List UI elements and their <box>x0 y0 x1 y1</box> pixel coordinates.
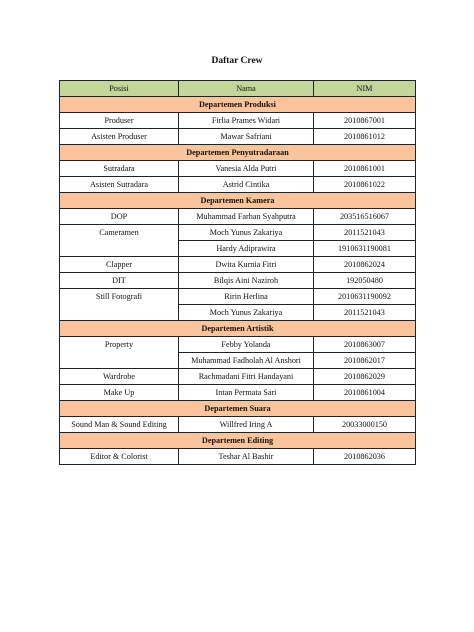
cell-nim: 2010861004 <box>314 385 416 401</box>
cell-posisi: Cameramen <box>60 225 179 257</box>
cell-nim: 2010861022 <box>314 177 416 193</box>
department-row <box>60 321 416 337</box>
department-name: Departemen Suara <box>60 401 416 417</box>
cell-nim: 2010631190092 <box>314 289 416 305</box>
cell-posisi: Still Fotografi <box>60 289 179 321</box>
cell-nama: Astrid Cintika <box>179 177 314 193</box>
cell-nama: Rachmadani Fitri Handayani <box>179 369 314 385</box>
cell-nama: Mawar Safriani <box>179 129 314 145</box>
table-row <box>60 161 416 177</box>
cell-nim: 20033000150 <box>314 417 416 433</box>
cell-posisi: Property <box>60 337 179 369</box>
table-row <box>60 369 416 385</box>
cell-nama: Muhammad Fadholah Al Anshori <box>179 353 314 369</box>
cell-nama: Hardy Adiprawira <box>179 241 314 257</box>
department-name: Departemen Produksi <box>60 97 416 113</box>
cell-nama: Vanesia Alda Putri <box>179 161 314 177</box>
crew-table-body <box>60 97 416 465</box>
cell-posisi: Clapper <box>60 257 179 273</box>
cell-nim: 2010863007 <box>314 337 416 353</box>
department-name: Departemen Artistik <box>60 321 416 337</box>
table-row <box>60 449 416 465</box>
department-row <box>60 433 416 449</box>
cell-posisi: Asisten Sutradara <box>60 177 179 193</box>
cell-nim: 203516516067 <box>314 209 416 225</box>
cell-posisi: Asisten Produser <box>60 129 179 145</box>
header-nim: NIM <box>314 81 416 97</box>
cell-posisi: Sound Man & Sound Editing <box>60 417 179 433</box>
table-row <box>60 225 416 241</box>
cell-nama: Intan Permata Sari <box>179 385 314 401</box>
table-row <box>60 289 416 305</box>
department-name: Departemen Penyutradaraan <box>60 145 416 161</box>
cell-posisi: Sutradara <box>60 161 179 177</box>
header-nama: Nama <box>179 81 314 97</box>
header-posisi: Posisi <box>60 81 179 97</box>
department-row <box>60 193 416 209</box>
table-row <box>60 209 416 225</box>
department-row <box>60 97 416 113</box>
cell-nim: 2010861001 <box>314 161 416 177</box>
table-row <box>60 257 416 273</box>
table-row <box>60 129 416 145</box>
header-row <box>60 81 416 97</box>
cell-nim: 2011521043 <box>314 305 416 321</box>
cell-nim: 2010862024 <box>314 257 416 273</box>
table-row <box>60 113 416 129</box>
table-row <box>60 177 416 193</box>
cell-nama: Bilqis Aini Naziroh <box>179 273 314 289</box>
table-row <box>60 385 416 401</box>
department-row <box>60 401 416 417</box>
department-name: Departemen Kamera <box>60 193 416 209</box>
cell-posisi: Editor & Colorist <box>60 449 179 465</box>
department-name: Departemen Editing <box>60 433 416 449</box>
table-row <box>60 417 416 433</box>
cell-nama: Willfred Iring A <box>179 417 314 433</box>
cell-nama: Firlia Prames Widari <box>179 113 314 129</box>
cell-nama: Teshar Al Bashir <box>179 449 314 465</box>
cell-posisi: DOP <box>60 209 179 225</box>
table-row <box>60 273 416 289</box>
cell-nim: 2010861012 <box>314 129 416 145</box>
cell-nim: 2010862036 <box>314 449 416 465</box>
crew-table <box>59 80 416 465</box>
page-title: Daftar Crew <box>211 56 263 66</box>
department-row <box>60 145 416 161</box>
cell-nim: 2010862029 <box>314 369 416 385</box>
cell-nim: 1910631190081 <box>314 241 416 257</box>
table-row <box>60 337 416 353</box>
cell-nim: 2010867001 <box>314 113 416 129</box>
cell-nim: 2010862017 <box>314 353 416 369</box>
cell-nama: Ririn Herlina <box>179 289 314 305</box>
cell-nama: Moch Yunus Zakariya <box>179 225 314 241</box>
cell-nim: 192050480 <box>314 273 416 289</box>
cell-nama: Moch Yunus Zakariya <box>179 305 314 321</box>
cell-nim: 2011521043 <box>314 225 416 241</box>
cell-nama: Febby Yolanda <box>179 337 314 353</box>
cell-nama: Dwita Kurnia Fitri <box>179 257 314 273</box>
cell-nama: Muhammad Farhan Syahputra <box>179 209 314 225</box>
cell-posisi: Produser <box>60 113 179 129</box>
cell-posisi: Make Up <box>60 385 179 401</box>
cell-posisi: DIT <box>60 273 179 289</box>
cell-posisi: Wardrobe <box>60 369 179 385</box>
